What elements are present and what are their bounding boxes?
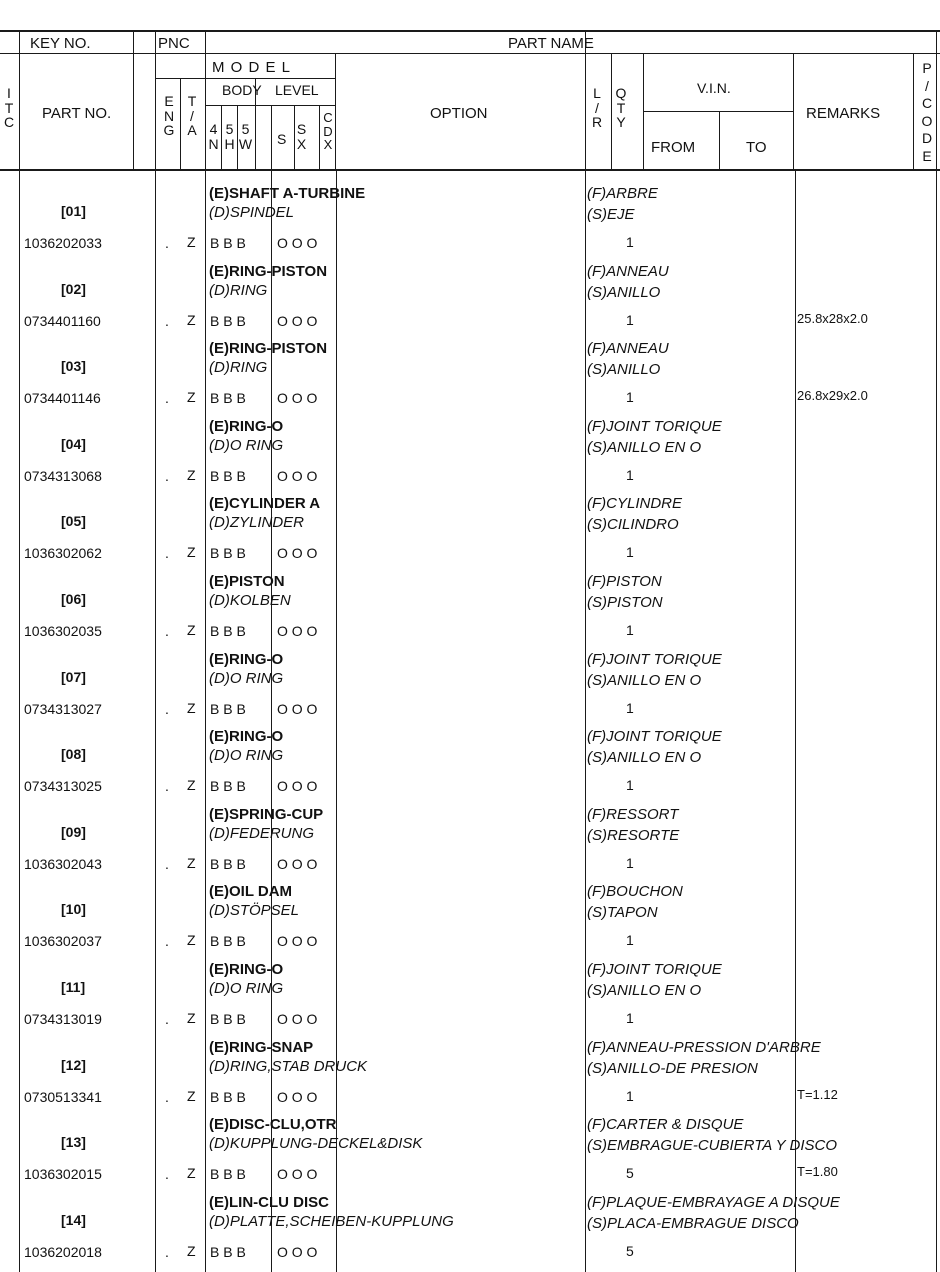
level-codes: O O O (277, 700, 318, 717)
part-number: 0734313025 (24, 778, 102, 795)
ta-code: Z (187, 1010, 196, 1026)
ta-code: Z (187, 777, 196, 794)
key-number: [08] (61, 746, 86, 763)
key-number: [14] (61, 1211, 86, 1228)
col-level-body (271, 170, 272, 1272)
part-name-german: (D)ZYLINDER (209, 514, 305, 532)
part-number: 0734313027 (24, 700, 102, 717)
part-name-english: (E)RING-PISTON (209, 340, 328, 358)
eng-marker: . (165, 1088, 169, 1105)
part-name-french: (F)CARTER & DISQUE (587, 1116, 744, 1134)
col-keyno-end (133, 30, 134, 169)
level-codes: O O O (277, 390, 318, 407)
model-rule (155, 78, 335, 79)
level-codes: O O O (277, 312, 318, 329)
body-codes: B B B (210, 933, 246, 950)
part-name-german: (D)O RING (209, 436, 284, 454)
part-name-spanish: (S)EJE (587, 206, 635, 223)
eng-marker: . (165, 545, 169, 562)
header-part-name: PART NAME (508, 35, 594, 52)
eng-marker: . (165, 933, 169, 950)
col-itc (19, 30, 20, 1272)
ta-code: Z (187, 234, 196, 250)
part-number: 1036302043 (24, 855, 102, 872)
key-number: [07] (61, 668, 86, 685)
part-name-english: (E)SPRING-CUP (209, 805, 324, 823)
body-codes: B B B (210, 1243, 246, 1260)
part-name-german: (D)KUPPLUNG-DECKEL&DISK (209, 1135, 423, 1153)
header-body-5h: 5 H (224, 121, 235, 152)
part-name-spanish: (S)ANILLO EN O (587, 438, 702, 456)
part-name-spanish: (S)ANILLO EN O (587, 749, 702, 767)
col-pcode (913, 53, 914, 169)
body-codes: B B B (210, 778, 246, 795)
quantity: 1 (626, 234, 634, 250)
part-name-french: (F)JOINT TORIQUE (587, 961, 722, 978)
body-codes: B B B (210, 1166, 246, 1183)
part-number: 1036202018 (24, 1243, 102, 1260)
top-rule (0, 30, 940, 32)
key-number: [06] (61, 591, 86, 607)
quantity: 1 (626, 544, 634, 561)
eng-marker: . (165, 623, 169, 639)
col-right (936, 30, 937, 1272)
quantity: 1 (626, 622, 634, 638)
part-name-french: (F)ANNEAU (587, 340, 669, 358)
vin-rule (643, 111, 793, 112)
part-name-english: (E)OIL DAM (209, 883, 293, 901)
part-name-french: (F)BOUCHON (587, 883, 683, 901)
part-name-english: (E)RING-O (209, 650, 284, 668)
part-name-french: (F)JOINT TORIQUE (587, 728, 722, 746)
level-codes: O O O (277, 778, 318, 795)
header-level-cdx: C D X (323, 110, 333, 152)
part-number: 1036302037 (24, 933, 102, 950)
part-name-english: (E)PISTON (209, 573, 285, 590)
eng-marker: . (165, 1166, 169, 1183)
col-pnc (155, 30, 156, 1272)
part-name-spanish: (S)ANILLO (587, 283, 661, 301)
col-option-model (205, 30, 206, 1272)
header-pcode: P / C O D E (921, 60, 933, 164)
level-codes: O O O (277, 1166, 318, 1183)
key-number: [03] (61, 358, 86, 375)
header-level-sx: S X (296, 121, 307, 152)
key-number: [11] (61, 979, 86, 995)
eng-marker: . (165, 467, 169, 484)
body-codes: B B B (210, 390, 246, 407)
part-number: 1036302015 (24, 1166, 102, 1183)
col-qty (611, 53, 612, 169)
part-name-spanish: (S)CILINDRO (587, 516, 679, 534)
part-name-spanish: (S)PISTON (587, 594, 663, 611)
ta-code: Z (187, 1242, 196, 1259)
part-name-german: (D)O RING (209, 669, 284, 687)
part-name-german: (D)PLATTE,SCHEIBEN-KUPPLUNG (209, 1212, 454, 1230)
header-rule-1 (0, 53, 940, 54)
body-codes: B B B (210, 700, 246, 717)
header-level: LEVEL (275, 82, 319, 98)
body-codes: B B B (210, 1011, 246, 1027)
header-ta: T / A (187, 93, 197, 138)
level-codes: O O O (277, 1011, 318, 1027)
eng-marker: . (165, 700, 169, 717)
part-name-german: (D)FEDERUNG (209, 824, 314, 842)
header-eng: E N G (163, 93, 175, 138)
key-number: [01] (61, 203, 86, 219)
part-name-english: (E)RING-O (209, 961, 284, 978)
col-model-end-body (336, 170, 337, 1272)
header-vin: V.I.N. (697, 80, 731, 96)
eng-marker: . (165, 312, 169, 329)
part-name-german: (D)O RING (209, 747, 284, 765)
level-codes: O O O (277, 235, 318, 251)
part-name-spanish: (S)TAPON (587, 904, 658, 922)
body-codes: B B B (210, 623, 246, 639)
part-number: 0734313019 (24, 1011, 102, 1027)
header-level-s: S (277, 131, 287, 147)
quantity: 1 (626, 699, 634, 716)
header-pnc: PNC (158, 35, 190, 52)
part-name-english: (E)RING-O (209, 417, 284, 435)
quantity: 1 (626, 466, 634, 483)
remarks: T=1.12 (797, 1086, 838, 1102)
ta-code: Z (187, 1165, 196, 1182)
key-number: [05] (61, 513, 86, 530)
part-name-spanish: (S)ANILLO-DE PRESION (587, 1059, 758, 1077)
remarks: T=1.80 (797, 1164, 838, 1180)
col-s (271, 105, 272, 169)
ta-code: Z (187, 932, 196, 949)
part-name-spanish: (S)ANILLO (587, 361, 661, 379)
header-part-no: PART NO. (42, 105, 112, 122)
part-name-english: (E)CYLINDER A (209, 495, 321, 513)
part-name-german: (D)RING,STAB DRUCK (209, 1057, 368, 1075)
part-name-english: (E)DISC-CLU,OTR (209, 1116, 337, 1134)
header-body-4n: 4 N (208, 121, 219, 152)
part-number: 0730513341 (24, 1088, 102, 1105)
level-codes: O O O (277, 1088, 318, 1105)
header-key-no: KEY NO. (30, 35, 91, 52)
part-name-spanish: (S)ANILLO EN O (587, 982, 702, 999)
eng-marker: . (165, 235, 169, 251)
part-number: 1036202033 (24, 235, 102, 251)
quantity: 1 (626, 1087, 634, 1104)
part-name-french: (F)ARBRE (587, 185, 658, 202)
part-name-english: (E)RING-O (209, 728, 284, 746)
part-number: 1036302035 (24, 623, 102, 639)
part-number: 0734401146 (24, 390, 101, 407)
header-vin-to: TO (746, 139, 767, 156)
part-name-german: (D)RING (209, 359, 268, 377)
part-name-german: (D)SPINDEL (209, 204, 295, 221)
part-name-french: (F)ANNEAU (587, 262, 669, 280)
ta-code: Z (187, 622, 196, 638)
body-level-rule (205, 105, 335, 106)
eng-marker: . (165, 1011, 169, 1027)
col-lr (585, 30, 586, 1272)
ta-code: Z (187, 466, 196, 483)
quantity: 1 (626, 854, 634, 871)
body-codes: B B B (210, 545, 246, 562)
part-name-english: (E)SHAFT A-TURBINE (209, 185, 366, 202)
header-option: OPTION (430, 105, 488, 122)
part-name-german: (D)RING (209, 281, 268, 299)
eng-marker: . (165, 855, 169, 872)
key-number: [04] (61, 435, 86, 452)
part-name-english: (E)RING-SNAP (209, 1038, 314, 1056)
header-qty: Q T Y (615, 85, 627, 130)
part-name-french: (F)ANNEAU-PRESSION D'ARBRE (587, 1038, 821, 1056)
part-name-spanish: (S)RESORTE (587, 826, 680, 844)
col-remarks (793, 53, 794, 169)
body-codes: B B B (210, 1088, 246, 1105)
ta-code: Z (187, 699, 196, 716)
eng-marker: . (165, 390, 169, 407)
part-name-german: (D)O RING (209, 980, 284, 997)
header-body-5w: 5 W (238, 121, 253, 152)
ta-code: Z (187, 389, 196, 406)
header-vin-from: FROM (651, 139, 696, 156)
eng-marker: . (165, 1243, 169, 1260)
part-name-french: (F)CYLINDRE (587, 495, 683, 513)
key-number: [12] (61, 1056, 86, 1073)
ta-code: Z (187, 311, 196, 328)
part-name-german: (D)KOLBEN (209, 592, 291, 609)
part-name-english: (E)LIN-CLU DISC (209, 1193, 329, 1211)
part-name-spanish: (S)PLACA-EMBRAGUE DISCO (587, 1214, 799, 1232)
level-codes: O O O (277, 545, 318, 562)
part-name-french: (F)RESSORT (587, 805, 679, 823)
quantity: 5 (626, 1165, 634, 1182)
key-number: [10] (61, 901, 86, 918)
quantity: 1 (626, 777, 634, 794)
level-codes: O O O (277, 467, 318, 484)
part-number: 0734401160 (24, 312, 101, 329)
level-codes: O O O (277, 933, 318, 950)
quantity: 1 (626, 1010, 634, 1026)
part-name-french: (F)PLAQUE-EMBRAYAGE A DISQUE (587, 1193, 840, 1211)
part-name-french: (F)PISTON (587, 573, 662, 590)
col-vin-mid (719, 111, 720, 169)
part-number: 0734313068 (24, 467, 102, 484)
remarks: 26.8x29x2.0 (797, 388, 868, 404)
key-number: [09] (61, 823, 86, 840)
part-name-german: (D)STÖPSEL (209, 902, 300, 920)
header-body: BODY (222, 82, 262, 98)
part-name-french: (F)JOINT TORIQUE (587, 650, 722, 668)
part-name-french: (F)JOINT TORIQUE (587, 417, 722, 435)
quantity: 1 (626, 389, 634, 406)
header-lr: L / R (591, 85, 603, 130)
part-name-spanish: (S)EMBRAGUE-CUBIERTA Y DISCO (587, 1137, 838, 1155)
body-codes: B B B (210, 467, 246, 484)
col-eng (180, 78, 181, 169)
eng-marker: . (165, 778, 169, 795)
header-remarks: REMARKS (806, 105, 881, 122)
col-vin-start (643, 53, 644, 169)
quantity: 1 (626, 932, 634, 949)
header-bottom-rule (0, 169, 940, 171)
header-model: M O D E L (212, 59, 292, 76)
remarks: 25.8x28x2.0 (797, 310, 868, 326)
body-codes: B B B (210, 235, 246, 251)
body-codes: B B B (210, 312, 246, 329)
part-name-english: (E)RING-PISTON (209, 262, 328, 280)
part-name-spanish: (S)ANILLO EN O (587, 671, 702, 689)
key-number: [02] (61, 280, 86, 297)
ta-code: Z (187, 1087, 196, 1104)
level-codes: O O O (277, 623, 318, 639)
col-remarks-body (795, 170, 796, 1272)
header-itc: I T C (3, 85, 15, 130)
body-codes: B B B (210, 855, 246, 872)
level-codes: O O O (277, 855, 318, 872)
quantity: 1 (626, 311, 634, 328)
level-codes: O O O (277, 1243, 318, 1260)
ta-code: Z (187, 544, 196, 561)
key-number: [13] (61, 1134, 86, 1151)
ta-code: Z (187, 854, 196, 871)
quantity: 5 (626, 1242, 634, 1259)
part-number: 1036302062 (24, 545, 102, 562)
